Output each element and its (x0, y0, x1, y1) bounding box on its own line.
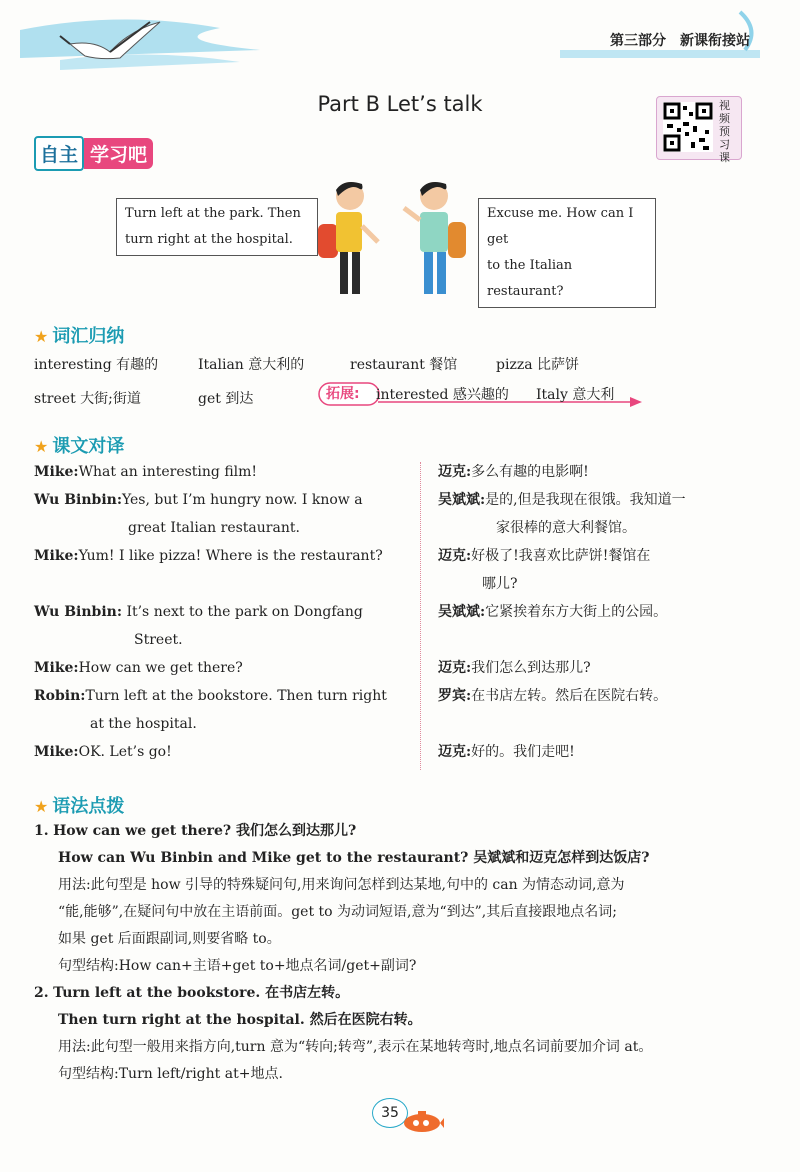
vocab-heading-text: 词汇归纳 (52, 326, 125, 347)
line-text: How can we get there? (78, 660, 243, 676)
structure-line: 句型结构:How can+主语+get to+地点名词/get+副词? (58, 958, 417, 974)
line-cont: 家很棒的意大利餐馆。 (496, 520, 636, 536)
grammar-heading-text: 语法点拨 (52, 796, 125, 817)
point-number: 1. (34, 823, 49, 839)
bubble-right-line-1: Excuse me. How can I get (487, 206, 634, 247)
page-title: Part B Let’s talk (317, 92, 483, 116)
dialogue-line (34, 738, 414, 766)
vocab-item: restaurant 餐馆 (350, 357, 458, 373)
point-question: Turn left at the bookstore. 在书店左转。 (53, 985, 350, 1001)
line-text: It’s next to the park on Dongfang (126, 604, 363, 620)
dialogue-line (34, 486, 414, 514)
line-text: Yes, but I’m hungry now. I know a (122, 492, 363, 508)
dialogue-english (34, 458, 414, 766)
line-text: 在书店左转。然后在医院右转。 (471, 688, 668, 704)
bubble-left-line-1: Turn left at the park. Then (125, 206, 301, 221)
line-text: 多么有趣的电影啊! (471, 464, 589, 480)
dialogue-line (34, 542, 414, 570)
usage-line: 如果 get 后面跟副词,则要省略 to。 (58, 931, 281, 947)
speaker: Wu Binbin: (34, 492, 122, 508)
boy-left-illustration (318, 182, 378, 294)
page-number: 35 (372, 1098, 408, 1128)
expand-item: Italy 意大利 (536, 387, 615, 403)
star-icon: ★ (34, 327, 49, 346)
dialogue-line (34, 654, 414, 682)
grammar-heading (34, 792, 124, 818)
structure-line: 句型结构:Turn left/right at+地点. (58, 1066, 283, 1082)
translation-line (438, 682, 768, 710)
qr-code-icon (663, 102, 713, 152)
line-text: Yum! I like pizza! Where is the restaurant? (78, 548, 383, 564)
translation-line (438, 654, 768, 682)
speech-bubble-right (478, 198, 656, 308)
line-text: 我们怎么到达那儿? (471, 660, 591, 676)
dialogue-line (34, 598, 414, 626)
translation-line (438, 738, 768, 766)
dialogue-chinese (438, 458, 768, 766)
speaker: Mike: (34, 744, 79, 760)
speaker: 迈克: (438, 744, 472, 760)
speaker: 迈克: (438, 548, 472, 564)
grammar-point-2-q2 (34, 1007, 774, 1034)
translation-line (438, 598, 768, 626)
line-text: 好极了!我喜欢比萨饼!餐馆在 (471, 548, 651, 564)
point-question: How can we get there? 我们怎么到达那儿? (53, 823, 357, 839)
vocab-item: get 到达 (198, 391, 254, 407)
bubble-right-line-2: to the Italian restaurant? (487, 258, 573, 299)
line-text: 是的,但是我现在很饿。我知道一 (485, 492, 686, 508)
speaker: Mike: (34, 548, 79, 564)
dialogue-heading (34, 432, 124, 458)
dialogue-line (34, 458, 414, 486)
section-label: 第三部分 新课衔接站 (610, 33, 750, 49)
submarine-icon (402, 1108, 444, 1134)
speech-bubble-left (116, 198, 318, 256)
vocab-item: street 大街;街道 (34, 391, 141, 407)
line-cont: Street. (134, 632, 183, 648)
line-cont: at the hospital. (90, 716, 197, 732)
point-question: Then turn right at the hospital. 然后在医院右转。 (58, 1012, 422, 1028)
translation-line (438, 486, 768, 514)
vocab-item: pizza 比萨饼 (496, 357, 579, 373)
speaker: Mike: (34, 464, 79, 480)
boy-right-illustration (404, 182, 466, 294)
line-cont: 哪儿? (482, 576, 518, 592)
speaker: 吴斌斌: (438, 604, 486, 620)
vocab-item: interesting 有趣的 (34, 357, 159, 373)
vocab-heading (34, 322, 124, 348)
speaker: 吴斌斌: (438, 492, 486, 508)
grammar-point-1-q2 (34, 845, 774, 872)
grammar-body (34, 818, 774, 1088)
usage-line: 用法:此句型一般用来指方向,turn 意为“转向;转弯”,表示在某地转弯时,地点名词前要加介词 at。 (58, 1039, 653, 1055)
grammar-point-2-q1 (34, 980, 774, 1007)
line-text: What an interesting film! (78, 464, 258, 480)
speaker: 迈克: (438, 660, 472, 676)
speaker: 迈克: (438, 464, 472, 480)
speaker: Robin: (34, 688, 86, 704)
column-divider (420, 462, 421, 770)
qr-caption: 视频预习课 (719, 99, 730, 164)
grammar-point-1-q1 (34, 818, 774, 845)
point-number: 2. (34, 985, 49, 1001)
study-tag-part1: 自主 (34, 136, 84, 171)
star-icon: ★ (34, 437, 49, 456)
vocab-item: Italian 意大利的 (198, 357, 305, 373)
line-text: 它紧挨着东方大街上的公园。 (485, 604, 668, 620)
usage-line: 用法:此句型是 how 引导的特殊疑问句,用来询问怎样到达某地,句中的 can 为情态动词,意为 (58, 877, 625, 893)
usage-line: “能,能够”,在疑问句中放在主语前面。get to 为动词短语,意为“到达”,其后直接跟地点名词; (58, 904, 617, 920)
study-tag-part2: 学习吧 (84, 138, 153, 169)
qr-code-panel[interactable] (656, 96, 742, 164)
point-question: How can Wu Binbin and Mike get to the restaurant? 吴斌斌和迈克怎样到达饭店? (58, 850, 650, 866)
line-cont: great Italian restaurant. (128, 520, 300, 536)
speaker: 罗宾: (438, 688, 472, 704)
boys-illustration (314, 176, 474, 298)
speaker: Wu Binbin: (34, 604, 122, 620)
dialogue-heading-text: 课文对译 (52, 436, 125, 457)
speaker: Mike: (34, 660, 79, 676)
line-text: 好的。我们走吧! (471, 744, 575, 760)
study-tag (34, 136, 153, 166)
dialogue-line (34, 682, 414, 710)
line-text: OK. Let’s go! (78, 744, 172, 760)
line-text: Turn left at the bookstore. Then turn right (85, 688, 387, 704)
star-icon: ★ (34, 797, 49, 816)
translation-line (438, 458, 768, 486)
expand-item: interested 感兴趣的 (376, 387, 509, 403)
translation-line (438, 542, 768, 570)
expand-label: 拓展: (326, 386, 360, 402)
bubble-left-line-2: turn right at the hospital. (125, 232, 293, 247)
